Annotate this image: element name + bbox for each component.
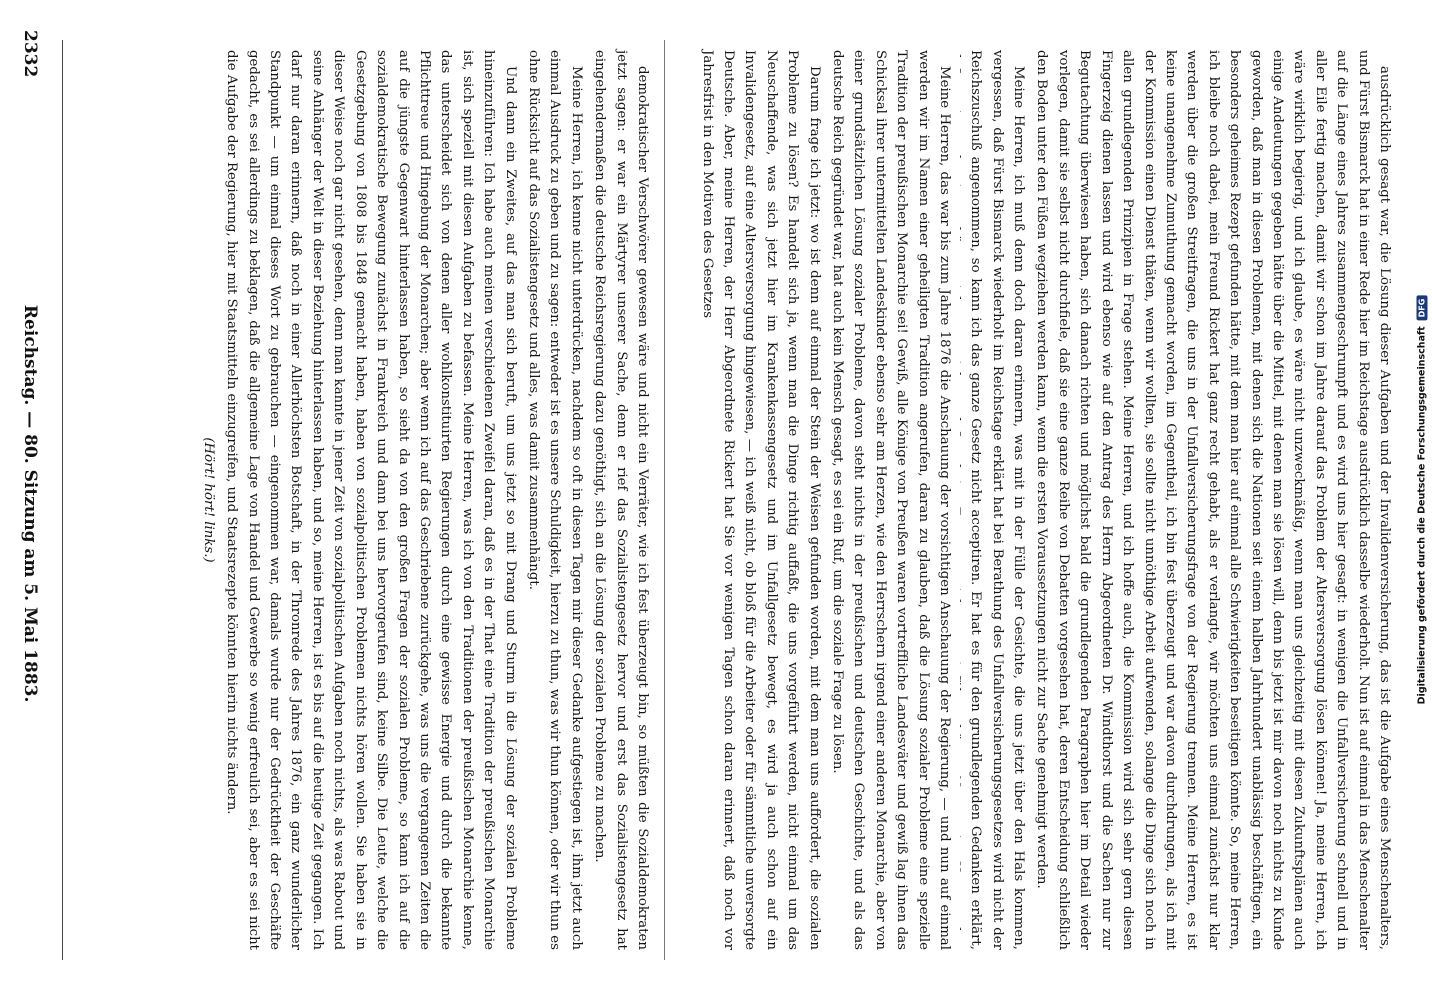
page-header <box>0 0 60 1000</box>
page-header-line <box>20 30 40 970</box>
paragraph: ausdrücklich gesagt war, die Lösung dieser Aufgaben und der Invalidenversicherung, das ist die Aufgabe eines Menschenalters, und Fürst Bismarck hat in einer Rede hier im Reichstage ausdrücklich dasselbe wiederholt. Nun ist auf einmal in das Menschenalter auf die Länge eines Jahres zusammengeschrumpft und es wird uns hier gesagt: in wenigen die Unfallversicherung schnell und in aller Eile fertig machen, damit wir schon im Jahre darauf das Problem der Altersversorgung lösen können! Ja, meine Herren, ich wäre wirklich begierig, und ich glaube, es wäre nicht unzweckmäßig, wenn man uns gleichzeitig mit diesen Zukunftsplänen auch einige Andeutungen gegeben hätte über die Mittel, mit denen man sie lösen will, denn bis jetzt ist mir davon noch nichts zu Kunde geworden, daß man in diesen Problemen, mit denen sich die Nationen seit einem halben Jahrhundert unablässig beschäftigen, ein besonders geheimes Rezept gefunden hätte, mit dem man hier auf einmal alle Schwierigkeiten beseitigen könnte. So, meine Herren, ich bleibe noch dabei, mein Freund Rickert hat ganz recht gehabt, als er verlangte, wir möchten uns einmal zunächst nur klar werden über die großen Streitfragen, die uns in der Unfallversicherungsfrage von der Regierung trennen. Meine Herren, es ist keine unangenehme Zumuthung gemacht worden, im Gegentheil, ich bin fest überzeugt und war davon durchdrungen, als ich mit der Kommission einen Dienst thäten, wenn wir wollten, sie sollte nicht unnöthige Arbeit aufwenden, solange die Dinge sich noch in allen grundlegenden Prinzipien in Frage stehen. Meine Herren, und ich hoffe auch, die Kommission wird sich sehr gern diesen Fingerzeig dienen lassen und wird ebenso wie auf den Antrag des Herrn Abgeordneten Dr. Windthorst und die Sachen nur zur Begutachtung überwiesen haben, sich danach richten und möglichst bald die grundlegenden Paragraphen hier im Detail wieder vorlegen, damit sie selbst nicht durchfiele, daß sie eine ganze Reihe von Debatten vorgesehen hat, deren Entscheidung schließlich den Boden unter den Füßen wegziehen werden kann, wenn die ersten Voraussetzungen nicht zur Sache genehmigt werden. <box>1034 50 1392 950</box>
column-left-upper <box>68 40 658 960</box>
header-divider <box>62 40 63 960</box>
digitization-credit-line <box>1417 296 1428 705</box>
dfg-logo-icon: DFG <box>1417 296 1428 321</box>
paragraph: Und dann ein Zweites, auf das man sich beruft, um uns jetzt so mit Drang und Sturm in die Lösung der sozialen Probleme hineinzuführen: Ich habe auch meinen verschiedenen Zweifel daran, daß es in der That eine Tradition der preußischen Monarchie ist, sich speziell mit diesen Aufgaben zu befassen. Meine Herren, was ich von den Traditionen der preußischen Monarchie kenne, das unterscheidet sich von denen aller wohlkonstituirten Regierungen durch eine gewisse Energie und durch die bekannte Pflichttreue und Hingebung der Monarchen; aber wenn ich auf das Geschriebene zurückgehe, was uns die vergangenen Zeiten die auf die jüngste Gegenwart hinterlassen haben, so sieht da von den großen Fragen der sozialen Probleme, so kann ich auf die sozialdemokratische Bewegung zunächst in Frankreich und dann bei uns hervorgerufen sind, keine Silbe. Die Leute, welche die Gesetzgebung von 1808 bis 1848 gemacht haben, haben von sozialpolitischen Problemen nichts hören wollen. Sie haben sie in dieser Weise noch gar nicht gesehen, denn man kannte in jener Zeit von sozialpolitischen Aufgaben noch nichts, als was Rabout und seine Anhänger der Welt in dieser Beziehung hinterlassen haben, und so, meine Herren, ist es bis auf die heutige Zeit gegangen. Ich darf nur daran erinnern, daß noch in einer Allerhöchsten Botschaft, in der Thronrede des Jahres 1876, ein ganz wunderlicher Standpunkt — um einmal dieses Wort zu gebrauchen — eingenommen war, damals wurde nur der Gedrücktheit der Geschäfte gedacht, es sei allerdings zu beklagen, daß die allgemeine Lage von Handel und Gewerbe so wenig erfreulich sei, aber es sei nicht die Aufgabe der Regierung, hier mit Staatsmitteln einzugreifen, und Staatsrezepte könnten hierin nichts ändern. <box>224 50 518 950</box>
page-title: Reichstag. — 80. Sitzung am 5. Mai 1883. <box>20 304 40 703</box>
paragraph: Meine Herren, ich muß denn doch daran erinnern, was mit in der Fülle der Gesichte, die uns jetzt über den Hals kommen, vergessen, daß Fürst Bismarck wiederholt im Reichstage erklärt hat bei Berathung des Unfallversicherungsgesetzes wird nicht der Reichszuschuß angenommen, so kann ich das ganze Gesetz nicht acceptiren. Er hat es für den grundlegenden Gedanken erklärt, <box>968 50 1027 950</box>
column-divider <box>664 40 665 960</box>
column-left-lower <box>660 40 960 960</box>
paragraph: demokratischer Verschwörer gewesen wäre und nicht ein Verräter, wie ich fest überzeugt bin, so müßten die Sozialdemokraten jetzt sagen: er war ein Märtyrer unserer Sache, denn er rief das Sozialistengesetz hervor und erst das Sozialistengesetz hat eingehendermaßen die deutsche Reichsregierung dazu genöthigt, sich an die Lösung der sozialen Probleme zu machen. <box>592 50 650 950</box>
paragraph: Darum frage ich jetzt: wo ist denn auf einmal der Stein der Weisen gefunden worden, mit dem man uns auffordert, die sozialen Probleme zu lösen? Es handelt sich ja, wenn man die Dinge richtig auffaßt, die uns vorgeführt werden, nicht einmal um das Neuschaffende, was sich jetzt hier im Krankenkassengesetz und im Unfallgesetz bewegt, es wird ja auch schon auf ein Invalidengesetz, auf eine Altersversorgung hingewiesen, — ich weiß nicht, ob bloß für die Arbeiter oder für sämmtliche unversorgte Deutsche. Aber, meine Herren, der Herr Abgeordnete Rickert hat Sie vor wenigen Tagen schon daran erinnert, daß noch vor Jahresfrist in den Motiven des Gesetzes <box>699 50 822 950</box>
interjection: (Hört! hört! links.) <box>200 437 216 563</box>
digitization-credit-text: Digitalisierung gefördert durch die Deutsche Forschungsgemeinschaft <box>1416 326 1428 705</box>
paragraph: Meine Herren, ich kenne nicht unterdrücken, nachdem so oft in diesen Tagen mir dieser Gedanke aufgestiegen ist, ihm jetzt auch einmal Ausdruck zu geben und zu sagen: entweder ist es unsere Schuldigkeit, hierzu zu thun, was wir thun können, oder wir thun es ohne Rücksicht auf das Sozialistengesetz und alles, was damit zusammenhängt. <box>525 50 584 950</box>
paragraph: Meine Herren, das war bis zum Jahre 1876 die Anschauung der vorsichtigen Anschauung der Regierung, — und nun auf einmal werden wir im Namen einer geheiligten Tradition angerufen, daran zu glauben, daß die Lösung sozialer Probleme eine spezielle Tradition der preußischen Monarchie sei! Gewiß, alle Könige von Preußen waren vortreffliche Landesväter und gewiß lag ihnen das Schicksal ihrer untermittelten Landeskinder ebenso sehr am Herzen, wie den Herrschern irgend einer anderen Monarchie, aber von einer grundsätzlichen Lösung sozialer Probleme, davon steht nichts in der preußischen und deutschen Geschichte, und als das deutsche Reich gegründet war, hat auch kein Mensch gesagt, es sei ein Ruf, um die soziale Frage zu lösen. <box>829 50 952 950</box>
column-right <box>960 40 1400 960</box>
page-number: 2332 <box>20 30 40 78</box>
digitization-credit <box>1412 0 1432 1000</box>
